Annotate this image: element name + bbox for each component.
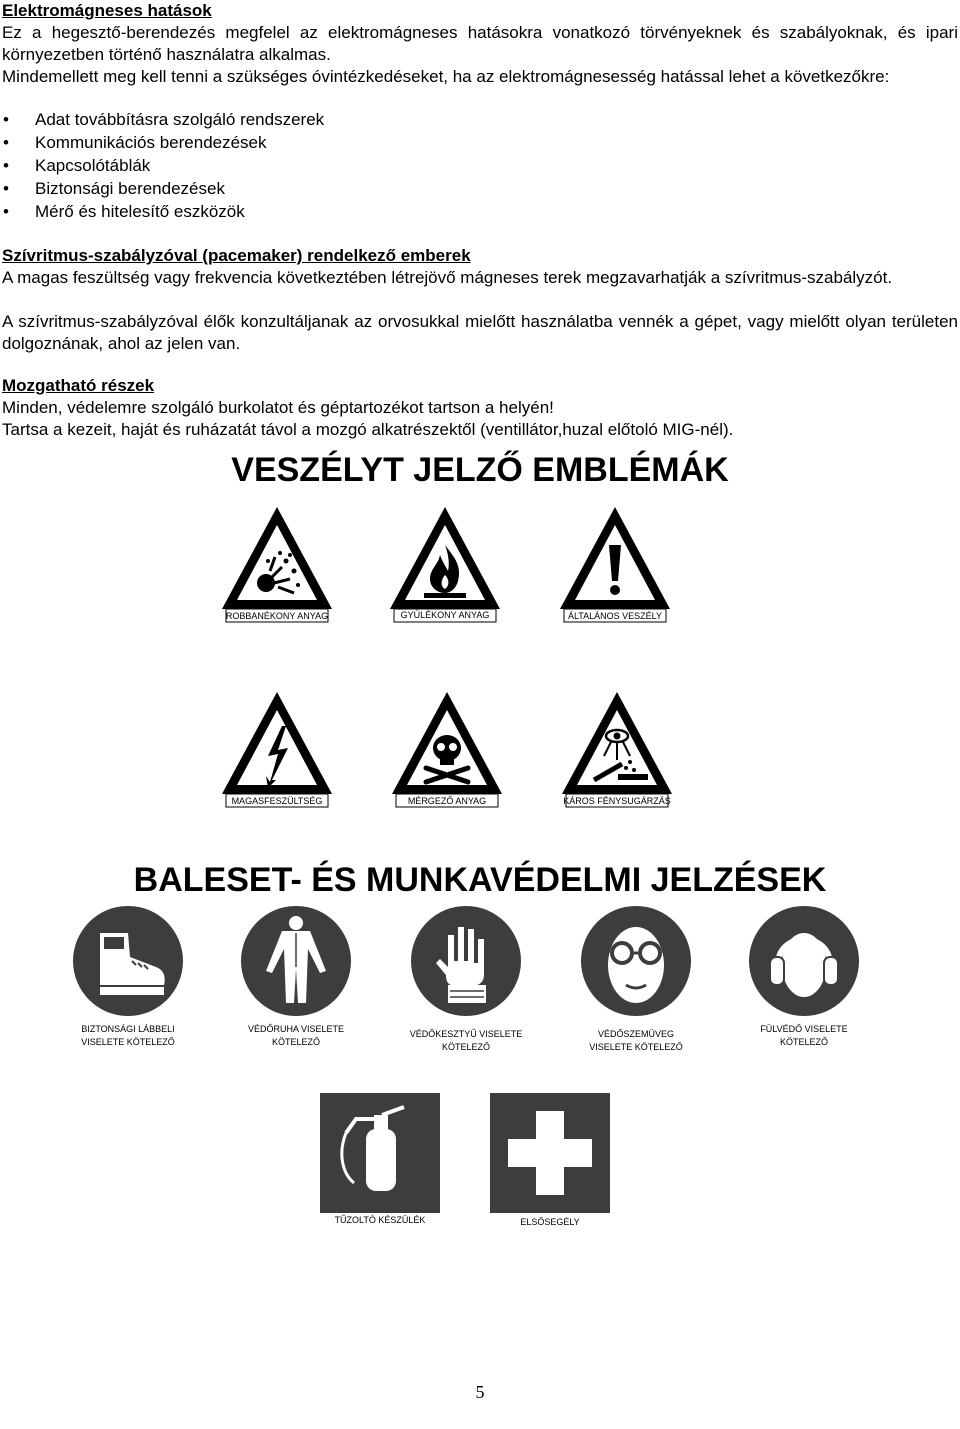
page-number: 5 bbox=[475, 1382, 485, 1402]
em-paragraph-1: Ez a hegesztő-berendezés megfelel az elektromágneses hatásokra vonatkozó törvényeknek és szabályoknak, és ipari környezetben történő használatra alkalmas. bbox=[2, 23, 958, 64]
pacemaker-heading: Szívritmus-szabályzóval (pacemaker) rendelkező emberek bbox=[2, 246, 471, 265]
safety-caption-line2: KÖTELEZŐ bbox=[779, 1037, 828, 1047]
goggles-icon bbox=[580, 905, 692, 1017]
ear-protection-icon bbox=[748, 905, 860, 1017]
em-heading: Elektromágneses hatások bbox=[2, 1, 212, 20]
list-item: • Mérő és hitelesítő eszközök bbox=[0, 200, 324, 223]
glove-icon bbox=[410, 905, 522, 1017]
flammable-icon bbox=[388, 505, 502, 623]
danger-caption: KÁROS FÉNYSUGÁRZÁS bbox=[563, 796, 671, 806]
pacemaker-paragraph-2: A szívritmus-szabályzóval élők konzultáljanak az orvosukkal mielőtt használatba vennék a gépet, vagy mielőtt olyan területen dolgoznának, ahol az jelen van. bbox=[2, 312, 958, 353]
danger-caption: MÉRGEZŐ ANYAG bbox=[407, 796, 487, 806]
safety-caption-line2: VISELETE KÖTELEZŐ bbox=[589, 1042, 683, 1052]
danger-caption: GYÚLÉKONY ANYAG bbox=[400, 610, 490, 620]
radiation-light-icon bbox=[560, 690, 674, 808]
safety-sign-gloves bbox=[409, 905, 523, 1052]
list-item: • Biztonsági berendezések bbox=[0, 177, 324, 200]
safety-caption-line2: KÖTELEZŐ bbox=[271, 1037, 320, 1047]
danger-sign-high-voltage bbox=[220, 690, 334, 808]
danger-caption: MAGASFESZÜLTSÉG bbox=[231, 796, 323, 806]
safety-sign-boots bbox=[72, 905, 184, 1047]
high-voltage-icon bbox=[220, 690, 334, 808]
safety-sign-suit bbox=[240, 905, 352, 1047]
safety-caption-line2: VISELETE KÖTELEZŐ bbox=[81, 1037, 175, 1047]
explosive-icon bbox=[220, 505, 334, 623]
fire-caption: TŰZOLTÓ KÉSZÜLÉK bbox=[334, 1215, 426, 1225]
fire-extinguisher-sign bbox=[320, 1093, 440, 1225]
pacemaker-paragraph-1: A magas feszültség vagy frekvencia következtében létrejövő mágneses terek megzavarhatják a szívritmus-szabályzót. bbox=[2, 268, 893, 287]
list-item: • Kommunikációs berendezések bbox=[0, 131, 324, 154]
safety-caption-line2: KÖTELEZŐ bbox=[441, 1042, 490, 1052]
toxic-icon bbox=[390, 690, 504, 808]
safety-title: BALESET- ÉS MUNKAVÉDELMI JELZÉSEK bbox=[133, 861, 827, 899]
safety-caption-line1: BIZTONSÁGI LÁBBELI bbox=[81, 1024, 175, 1034]
danger-sign-explosive bbox=[220, 505, 334, 623]
safety-boot-icon bbox=[72, 905, 184, 1017]
list-item: • Adat továbbításra szolgáló rendszerek bbox=[0, 108, 324, 131]
danger-sign-general bbox=[558, 505, 672, 623]
safety-sign-goggles bbox=[580, 905, 692, 1052]
danger-sign-flammable bbox=[388, 505, 502, 623]
list-item: • Kapcsolótáblák bbox=[0, 154, 324, 177]
em-list bbox=[0, 108, 324, 223]
danger-sign-radiation bbox=[560, 690, 674, 808]
moving-heading: Mozgatható részek bbox=[2, 376, 155, 395]
moving-paragraph-1: Minden, védelemre szolgáló burkolatot és géptartozékot tartson a helyén! bbox=[2, 398, 554, 417]
first-aid-sign bbox=[490, 1093, 610, 1227]
safety-caption-line1: VÉDŐSZEMÜVEG bbox=[597, 1029, 674, 1039]
general-danger-icon bbox=[558, 505, 672, 623]
danger-sign-toxic bbox=[390, 690, 504, 808]
safety-caption-line1: FÜLVÉDŐ VISELETE bbox=[760, 1024, 848, 1034]
protective-suit-icon bbox=[240, 905, 352, 1017]
danger-title: VESZÉLYT JELZŐ EMBLÉMÁK bbox=[231, 451, 729, 489]
moving-paragraph-2: Tartsa a kezeit, haját és ruházatát távol a mozgó alkatrészektől (ventillátor,huzal előtoló MIG-nél). bbox=[2, 420, 734, 439]
danger-caption: ÁLTALÁNOS VESZÉLY bbox=[567, 611, 663, 621]
safety-caption-line1: VÉDŐRUHA VISELETE bbox=[247, 1024, 345, 1034]
fire-caption: ELSŐSEGÉLY bbox=[520, 1217, 580, 1227]
safety-caption-line1: VÉDŐKESZTYŰ VISELETE bbox=[409, 1029, 523, 1039]
em-paragraph-2: Mindemellett meg kell tenni a szükséges óvintézkedéseket, ha az elektromágnesesség hatással lehet a következőkre: bbox=[2, 67, 890, 86]
fire-extinguisher-icon bbox=[320, 1093, 440, 1213]
safety-sign-ear bbox=[748, 905, 860, 1047]
first-aid-icon bbox=[490, 1093, 610, 1213]
danger-caption: ROBBANÉKONY ANYAG bbox=[225, 611, 329, 621]
